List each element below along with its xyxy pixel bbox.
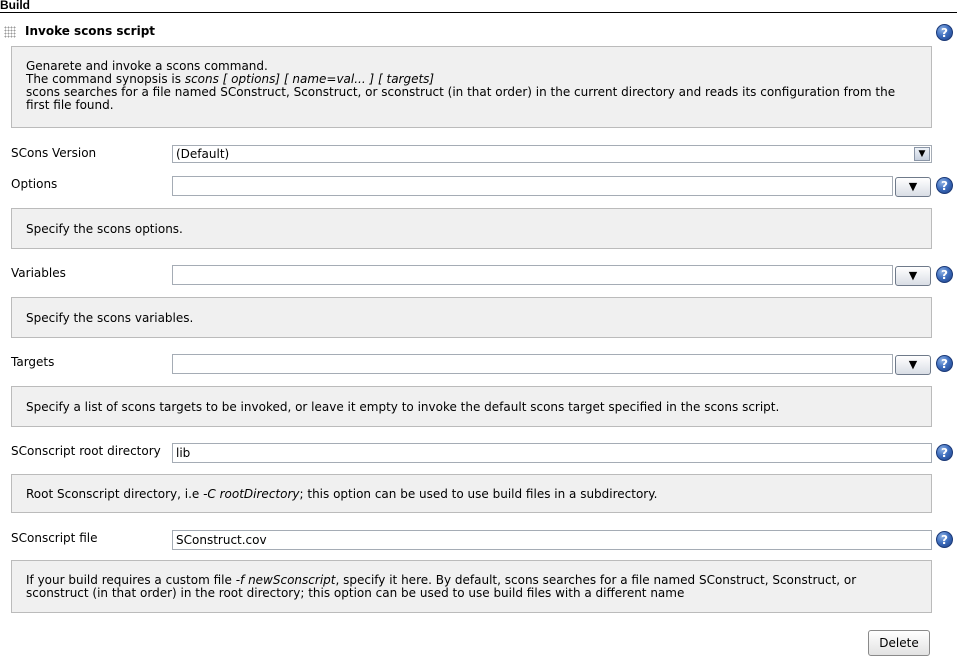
variables-help-text: Specify the scons variables. bbox=[11, 297, 932, 338]
root-directory-input[interactable]: lib bbox=[172, 443, 932, 463]
variables-expand-button[interactable]: ▼ bbox=[895, 266, 931, 286]
targets-expand-button[interactable]: ▼ bbox=[895, 355, 931, 375]
step-description bbox=[11, 46, 932, 128]
sconscript-file-label: SConscript file bbox=[11, 531, 98, 545]
step-title: Invoke scons script bbox=[25, 24, 156, 38]
options-input[interactable] bbox=[172, 176, 893, 196]
root-directory-label: SConscript root directory bbox=[11, 444, 161, 458]
drag-handle-icon[interactable] bbox=[4, 26, 16, 38]
chevron-down-icon[interactable]: ▼ bbox=[914, 147, 930, 161]
description-line-3: scons searches for a file named SConstruct, Sconstruct, or sconstruct (in that order) in the current directory and reads its configuration from the first file found. bbox=[26, 85, 896, 112]
targets-help-text: Specify a list of scons targets to be invoked, or leave it empty to invoke the default scons target specified in the scons script. bbox=[11, 386, 932, 427]
options-help-icon[interactable]: ? bbox=[936, 177, 953, 194]
root-directory-help-text: Root Sconscript directory, i.e -C rootDirectory; this option can be used to use build files in a subdirectory. bbox=[11, 474, 932, 513]
step-help-icon[interactable]: ? bbox=[936, 24, 953, 41]
targets-label: Targets bbox=[11, 355, 55, 369]
targets-help-icon[interactable]: ? bbox=[936, 355, 953, 372]
description-line-2: The command synopsis is scons [ options] [ name=val... ] [ targets] bbox=[26, 72, 435, 86]
delete-button[interactable]: Delete bbox=[868, 630, 930, 656]
targets-input[interactable] bbox=[172, 354, 893, 374]
section-title: Build bbox=[0, 0, 30, 12]
sconscript-file-help-icon[interactable]: ? bbox=[936, 531, 953, 548]
section-header bbox=[0, 0, 957, 13]
variables-input[interactable] bbox=[172, 265, 893, 285]
scons-version-value: (Default) bbox=[176, 147, 230, 161]
variables-help-icon[interactable]: ? bbox=[936, 266, 953, 283]
variables-label: Variables bbox=[11, 266, 66, 280]
scons-version-select[interactable] bbox=[172, 145, 932, 163]
description-line-1: Genarete and invoke a scons command. bbox=[26, 59, 268, 73]
sconscript-file-input[interactable]: SConstruct.cov bbox=[172, 530, 932, 550]
sconscript-file-help-text: If your build requires a custom file -f newSconscript, specify it here. By default, scons searches for a file named SConstruct, Sconstruct, or sconstruct (in that order) in the root directory; this option can be used to use build files with a different name bbox=[11, 560, 932, 613]
options-help-text: Specify the scons options. bbox=[11, 208, 932, 249]
scons-version-label: SCons Version bbox=[11, 146, 97, 160]
options-label: Options bbox=[11, 177, 58, 191]
root-directory-help-icon[interactable]: ? bbox=[936, 444, 953, 461]
synopsis-text: scons [ options] [ name=val... ] [ targets] bbox=[184, 72, 435, 86]
options-expand-button[interactable]: ▼ bbox=[895, 177, 931, 197]
